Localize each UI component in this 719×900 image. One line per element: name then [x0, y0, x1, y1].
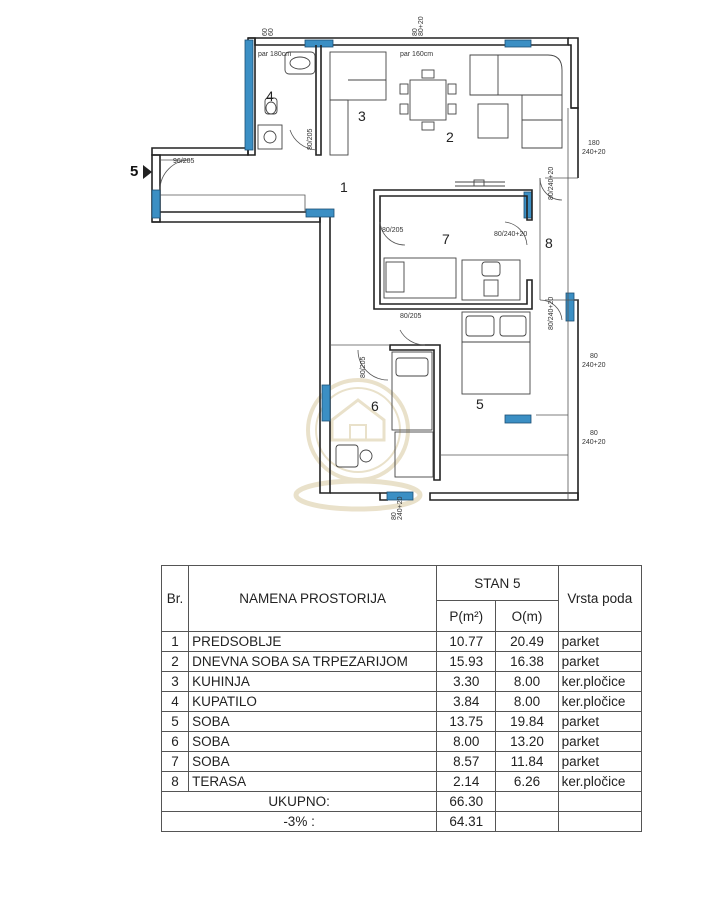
table-row [162, 772, 642, 792]
entrance-marker [130, 163, 152, 180]
cell-name: PREDSOBLJE [189, 632, 437, 652]
doors [160, 130, 562, 380]
area-table [161, 565, 642, 832]
kitchen-counter [330, 52, 386, 155]
svg-text:80/205: 80/205 [382, 227, 404, 234]
table-row [162, 692, 642, 712]
reduced-o-empty [496, 812, 558, 832]
cell-name: SOBA [189, 752, 437, 772]
header-vrsta: Vrsta poda [558, 566, 641, 632]
cell-o: 8.00 [496, 692, 558, 712]
cell-o: 11.84 [496, 752, 558, 772]
total-vrsta-empty [558, 792, 641, 812]
cell-vrsta: ker.pločice [558, 692, 641, 712]
room-2-label: 2 [446, 129, 454, 145]
room-5-label: 5 [476, 396, 484, 412]
cell-p: 10.77 [437, 632, 496, 652]
cell-p: 2.14 [437, 772, 496, 792]
cell-p: 8.00 [437, 732, 496, 752]
dimension-notes [173, 16, 606, 520]
reduced-vrsta-empty [558, 812, 641, 832]
svg-text:96/205: 96/205 [173, 158, 195, 165]
cell-name: TERASA [189, 772, 437, 792]
cell-o: 6.26 [496, 772, 558, 792]
total-label: UKUPNO: [162, 792, 437, 812]
room-7-label: 7 [442, 231, 450, 247]
reduced-p: 64.31 [437, 812, 496, 832]
svg-text:240+20: 240+20 [397, 496, 404, 520]
svg-text:80: 80 [412, 28, 419, 36]
svg-text:80: 80 [590, 353, 598, 360]
tv-unit [455, 180, 505, 186]
cell-vrsta: parket [558, 652, 641, 672]
room-3-label: 3 [358, 108, 366, 124]
reduced-label: -3% : [162, 812, 437, 832]
cell-o: 19.84 [496, 712, 558, 732]
svg-text:80/205: 80/205 [400, 313, 422, 320]
interior-walls [316, 45, 578, 500]
svg-text:5: 5 [130, 163, 139, 180]
svg-text:80/205: 80/205 [360, 356, 367, 378]
cell-o: 16.38 [496, 652, 558, 672]
svg-text:80/205: 80/205 [307, 128, 314, 150]
svg-text:60: 60 [262, 28, 269, 36]
sofa [470, 55, 562, 148]
svg-text:80/240+20: 80/240+20 [494, 231, 528, 238]
header-p: P(m²) [437, 601, 496, 632]
cell-p: 13.75 [437, 712, 496, 732]
svg-text:240+20: 240+20 [582, 439, 606, 446]
cell-name: SOBA [189, 732, 437, 752]
svg-text:240+20: 240+20 [582, 149, 606, 156]
svg-text:80/240+20: 80/240+20 [548, 166, 555, 200]
svg-text:60: 60 [268, 28, 275, 36]
table-row [162, 712, 642, 732]
watermark-logo [296, 380, 420, 509]
cell-br: 4 [162, 692, 189, 712]
svg-text:180: 180 [588, 140, 600, 147]
svg-text:240+20: 240+20 [582, 362, 606, 369]
header-br: Br. [162, 566, 189, 632]
cell-name: DNEVNA SOBA SA TRPEZARIJOM [189, 652, 437, 672]
header-o: O(m) [496, 601, 558, 632]
table-row [162, 752, 642, 772]
room7-furniture [384, 258, 520, 300]
area-table-wrapper [161, 565, 642, 832]
room6-furniture [336, 352, 433, 477]
svg-text:80: 80 [391, 512, 398, 520]
cell-vrsta: parket [558, 752, 641, 772]
cell-o: 13.20 [496, 732, 558, 752]
room-8-label: 8 [545, 235, 553, 251]
svg-text:80: 80 [590, 430, 598, 437]
table-row [162, 632, 642, 652]
svg-text:80+20: 80+20 [418, 16, 425, 36]
header-name: NAMENA PROSTORIJA [189, 566, 437, 632]
cell-vrsta: ker.pločice [558, 672, 641, 692]
cell-o: 8.00 [496, 672, 558, 692]
room5-bed [462, 312, 530, 394]
header-stan: STAN 5 [437, 566, 558, 601]
cell-p: 8.57 [437, 752, 496, 772]
svg-text:par 180cm: par 180cm [258, 51, 292, 58]
svg-text:80/240+20: 80/240+20 [548, 296, 555, 330]
room-4-label: 4 [266, 88, 274, 104]
cell-vrsta: parket [558, 712, 641, 732]
total-p: 66.30 [437, 792, 496, 812]
room-1-label: 1 [340, 179, 348, 195]
svg-text:par 160cm: par 160cm [400, 51, 434, 58]
cell-name: KUPATILO [189, 692, 437, 712]
cell-p: 3.30 [437, 672, 496, 692]
cell-name: SOBA [189, 712, 437, 732]
room-6-label: 6 [371, 398, 379, 414]
cell-br: 7 [162, 752, 189, 772]
table-body [162, 632, 642, 792]
cell-br: 3 [162, 672, 189, 692]
cell-br: 1 [162, 632, 189, 652]
table-row [162, 652, 642, 672]
cell-vrsta: ker.pločice [558, 772, 641, 792]
dining-table [400, 70, 456, 130]
cell-vrsta: parket [558, 732, 641, 752]
cell-br: 8 [162, 772, 189, 792]
cell-br: 5 [162, 712, 189, 732]
cell-br: 6 [162, 732, 189, 752]
cell-vrsta: parket [558, 632, 641, 652]
cell-name: KUHINJA [189, 672, 437, 692]
cell-p: 3.84 [437, 692, 496, 712]
table-row [162, 672, 642, 692]
cell-p: 15.93 [437, 652, 496, 672]
cell-o: 20.49 [496, 632, 558, 652]
total-o-empty [496, 792, 558, 812]
table-row [162, 732, 642, 752]
cell-br: 2 [162, 652, 189, 672]
